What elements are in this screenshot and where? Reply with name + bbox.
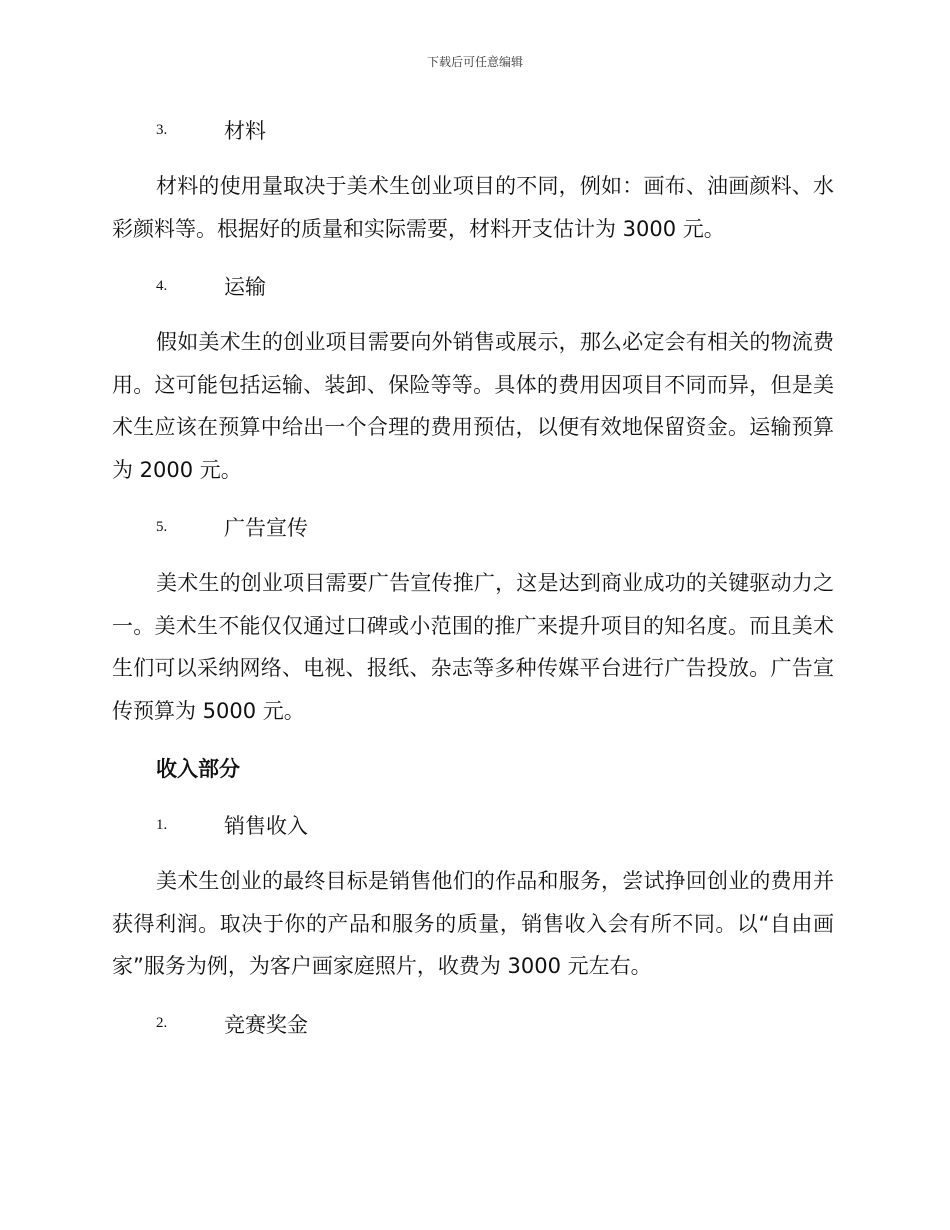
heading-number: 2.	[156, 1015, 168, 1031]
paragraph: 美术生的创业项目需要广告宣传推广，这是达到商业成功的关键驱动力之一。美术生不能仅仅通过口碑或小范围的推广来提升项目的知名度。而且美术生们可以采纳网络、电视、报纸、杂志等多种传媒平台进行广告投放。广告宣传预算为 5000 元。	[112, 571, 834, 723]
heading-title: 材料	[224, 119, 266, 143]
heading-title: 竞赛奖金	[224, 1012, 308, 1037]
paragraph: 美术生创业的最终目标是销售他们的作品和服务，尝试挣回创业的费用并获得利润。取决于你的产品和服务的质量，销售收入会有所不同。以“自由画家”服务为例，为客户画家庭照片，收费为 3000 元左右。	[112, 869, 834, 978]
numbered-heading	[112, 264, 834, 308]
page-header-note: 下载后可任意编辑	[426, 55, 523, 69]
document-body	[112, 108, 834, 1059]
numbered-heading	[112, 108, 834, 152]
paragraph: 材料的使用量取决于美术生创业项目的不同，例如：画布、油画颜料、水彩颜料等。根据好的质量和实际需要，材料开支估计为 3000 元。	[112, 174, 834, 241]
paragraph: 假如美术生的创业项目需要向外销售或展示，那么必定会有相关的物流费用。这可能包括运输、装卸、保险等等。具体的费用因项目不同而异，但是美术生应该在预算中给出一个合理的费用预估，以便有效地保留资金。运输预算为 2000 元。	[112, 330, 834, 482]
heading-number: 5.	[156, 518, 168, 535]
heading-number: 1.	[156, 816, 168, 833]
heading-title: 销售收入	[224, 814, 308, 838]
numbered-heading	[112, 505, 834, 549]
heading-title: 广告宣传	[224, 516, 308, 540]
section-title: 收入部分	[156, 757, 240, 781]
numbered-heading	[112, 1002, 834, 1046]
numbered-heading	[112, 803, 834, 847]
heading-number: 4.	[156, 277, 168, 294]
heading-title: 运输	[224, 275, 266, 299]
heading-number: 3.	[156, 121, 168, 138]
